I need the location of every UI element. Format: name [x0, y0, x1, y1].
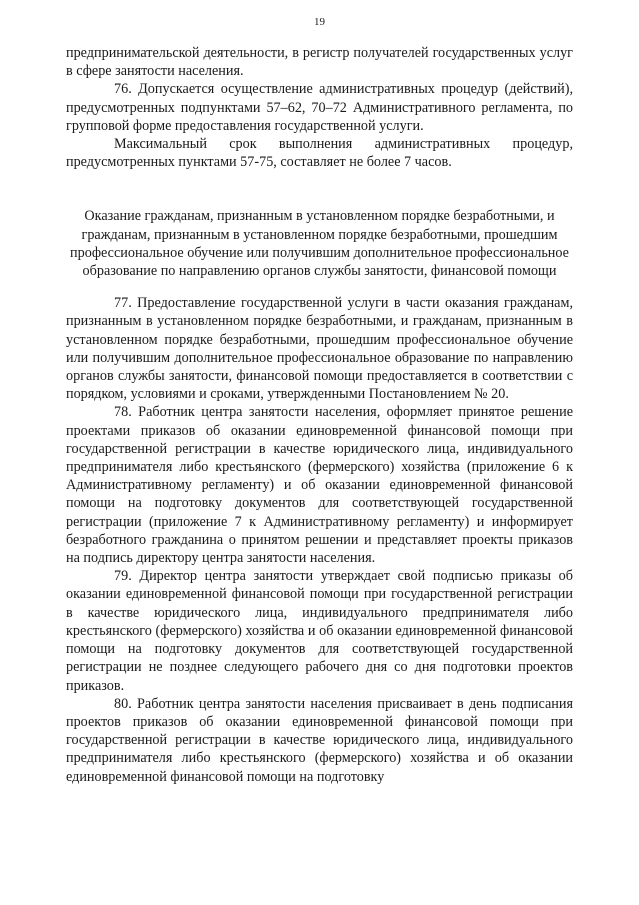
paragraph-77: 77. Предоставление государственной услуги в части оказания гражданам, признанным в установленном порядке безработными, и гражданам, признанным в установленном порядке безработными, прошедшим профессиональное обучение или получившим дополнительное профессиональное образование по направлению органов службы занятости, финансовой помощи предоставляется в соответствии с порядком, условиями и сроками, утвержденными Постановлением № 20. [66, 295, 573, 403]
document-body [66, 44, 573, 786]
paragraph-79: 79. Директор центра занятости утверждает свой подписью приказы об оказании единовременной финансовой помощи при государственной регистрации в качестве юридического лица, индивидуального предпринимателя либо крестьянского (фермерского) хозяйства и об оказании единовременной финансовой помощи на подготовку документов для соответствующей государственной регистрации не позднее следующего рабочего дня со дня подготовки проектов приказов. [66, 568, 573, 694]
paragraph-76: 76. Допускается осуществление административных процедур (действий), предусмотренных подпунктами 57–62, 70–72 Административного регламента, по групповой форме предоставления государственной услуги. [66, 81, 573, 134]
paragraph-continuation: предпринимательской деятельности, в регистр получателей государственных услуг в сфере занятости населения. [66, 45, 573, 80]
paragraph-78: 78. Работник центра занятости населения, оформляет принятое решение проектами приказов об оказании единовременной финансовой помощи при государственной регистрации в качестве юридического лица, индивидуального предпринимателя либо крестьянского (фермерского) хозяйства (приложение 6 к Административному регламенту) и об оказании единовременной финансовой помощи на подготовку документов для соответствующей государственной регистрации (приложение 7 к Административному регламенту) и информирует безработного гражданина о принятом решении и представляет проекты приказов на подпись директору центра занятости населения. [66, 404, 573, 567]
paragraph-max-time: Максимальный срок выполнения административных процедур, предусмотренных пунктами 57-75, составляет не более 7 часов. [66, 136, 573, 171]
spacer [66, 171, 573, 207]
paragraph-80: 80. Работник центра занятости населения присваивает в день подписания проектов приказов об оказании единовременной финансовой помощи при государственной регистрации в качестве юридического лица, индивидуального предпринимателя либо крестьянского (фермерского) хозяйства и об оказании единовременной финансовой помощи на подготовку [66, 695, 573, 785]
section-heading: Оказание гражданам, признанным в установленном порядке безработными, и гражданам, признанным в установленном порядке безработными, прошедшим профессиональное обучение или получившим дополнительное профессиональное образование по направлению органов службы занятости, финансовой помощи [70, 208, 569, 280]
page-number: 19 [314, 16, 325, 28]
spacer [66, 280, 573, 294]
